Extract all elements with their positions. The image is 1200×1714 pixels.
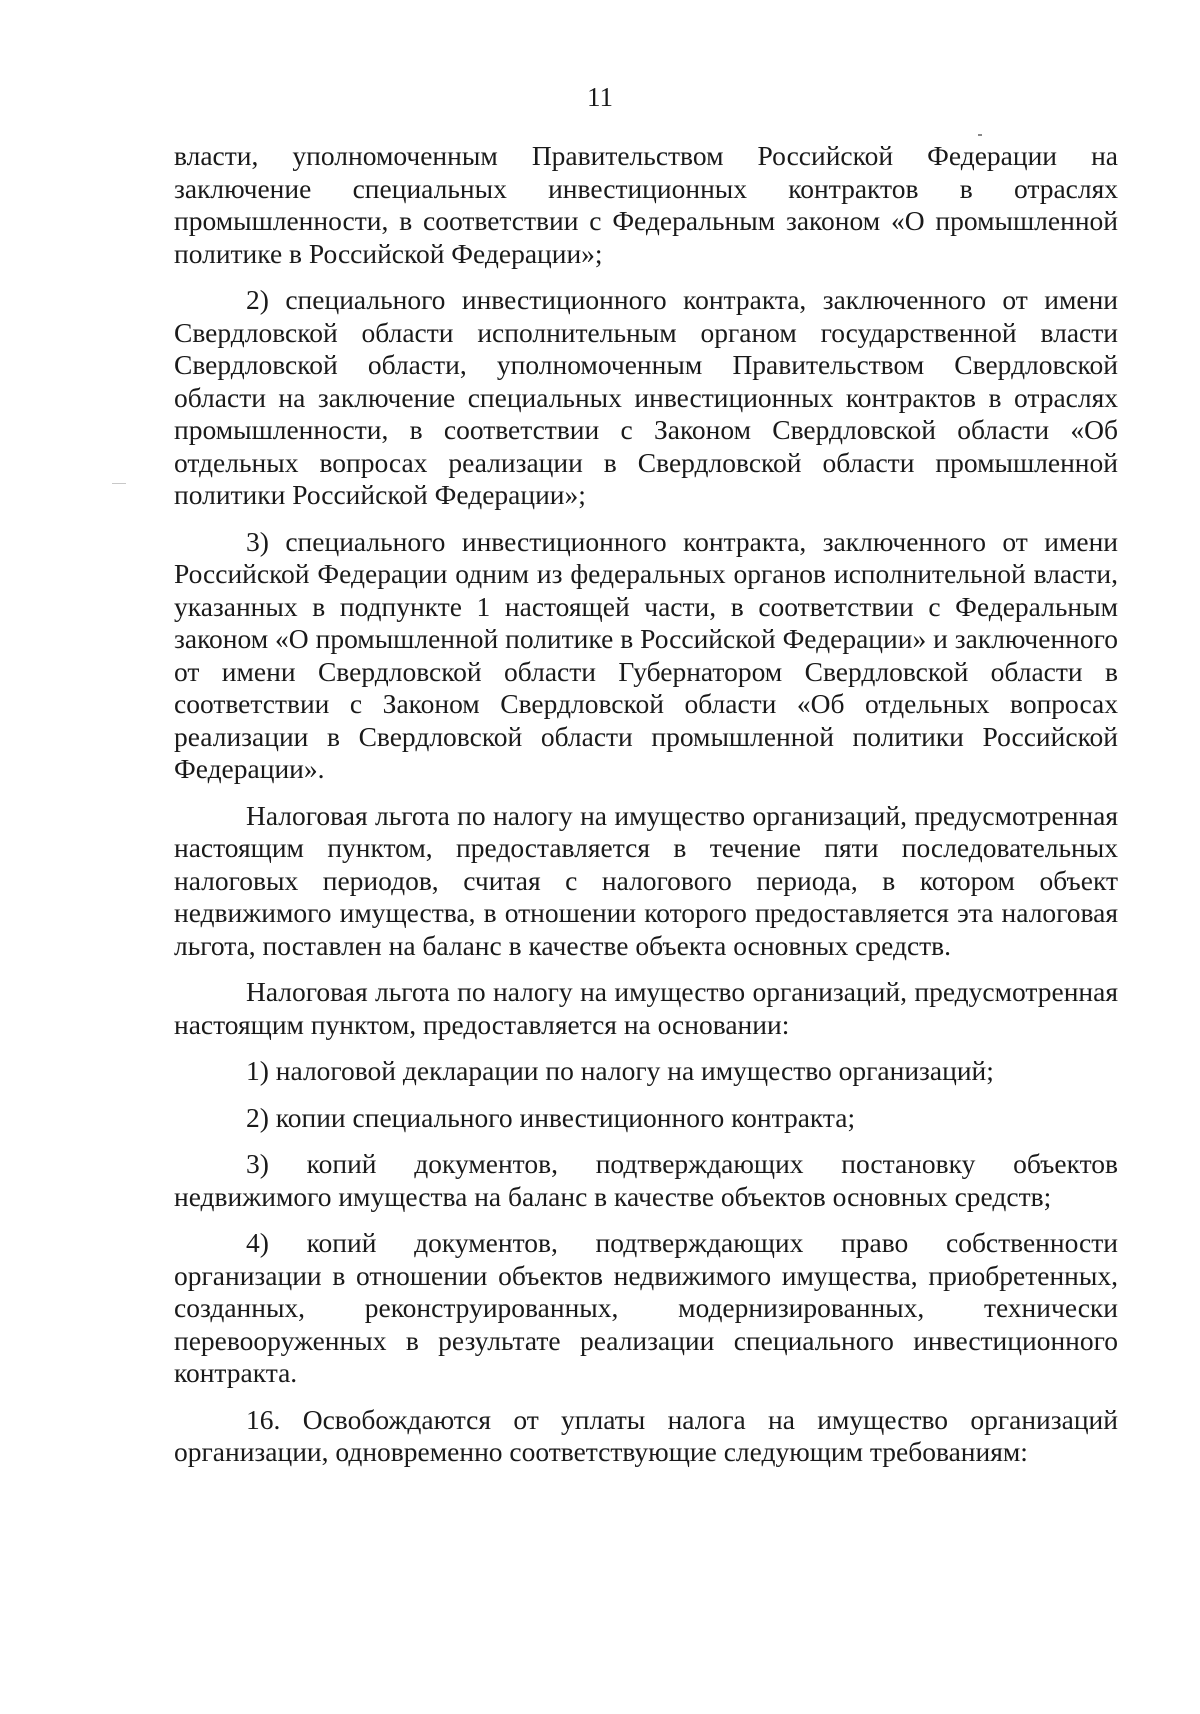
scan-artifact-dot <box>978 134 982 136</box>
page-number: 11 <box>587 82 613 112</box>
paragraph-basis-item-1: 1) налоговой декларации по налогу на имущество организаций; <box>246 1055 994 1086</box>
document-body <box>174 140 1118 1483</box>
paragraph-item-2: 2) специального инвестиционного контракта, заключенного от имени Свердловской области исполнительным органом государственной власти Свердловской области, уполномоченным Правительством Свердловской области на заключение специальных инвестиционных контрактов в отраслях промышленности, в соответствии с Законом Свердловской области «Об отдельных вопросах реализации в Свердловской области промышленной политики Российской Федерации»; <box>174 284 1118 510</box>
paragraph-tax-benefit-basis: Налоговая льгота по налогу на имущество организаций, предусмотренная настоящим пунктом, предоставляется на основании: <box>174 976 1118 1040</box>
paragraph-item-3: 3) специального инвестиционного контракта, заключенного от имени Российской Федерации одним из федеральных органов исполнительной власти, указанных в подпункте 1 настоящей части, в соответствии с Федеральным законом «О промышленной политике в Российской Федерации» и заключенного от имени Свердловской области Губернатором Свердловской области в соответствии с Законом Свердловской области «Об отдельных вопросах реализации в Свердловской области промышленной политики Российской Федерации». <box>174 525 1118 784</box>
scan-artifact-mark <box>112 483 126 484</box>
paragraph-basis-item-2: 2) копии специального инвестиционного контракта; <box>246 1101 856 1133</box>
paragraph-continuation: власти, уполномоченным Правительством Российской Федерации на заключение специальных инвестиционных контрактов в отраслях промышленности, в соответствии с Федеральным законом «О промышленной политике в Российской Федерации»; <box>174 140 1118 269</box>
paragraph-basis-item-3: 3) копий документов, подтверждающих постановку объектов недвижимого имущества на баланс в качестве объектов основных средств; <box>174 1148 1118 1212</box>
paragraph-tax-benefit-period: Налоговая льгота по налогу на имущество организаций, предусмотренная настоящим пунктом, предоставляется в течение пяти последовательных налоговых периодов, считая с налогового периода, в котором объект недвижимого имущества, в отношении которого предоставляется эта налоговая льгота, поставлен на баланс в качестве объекта основных средств. <box>174 799 1118 961</box>
paragraph-section-16: 16. Освобождаются от уплаты налога на имущество организаций организации, одновременно соответствующие следующим требованиям: <box>174 1403 1118 1467</box>
paragraph-basis-item-4: 4) копий документов, подтверждающих право собственности организации в отношении объектов недвижимого имущества, приобретенных, созданных, реконструированных, модернизированных, технически перевооруженных в результате реализации специального инвестиционного контракта. <box>174 1227 1118 1388</box>
